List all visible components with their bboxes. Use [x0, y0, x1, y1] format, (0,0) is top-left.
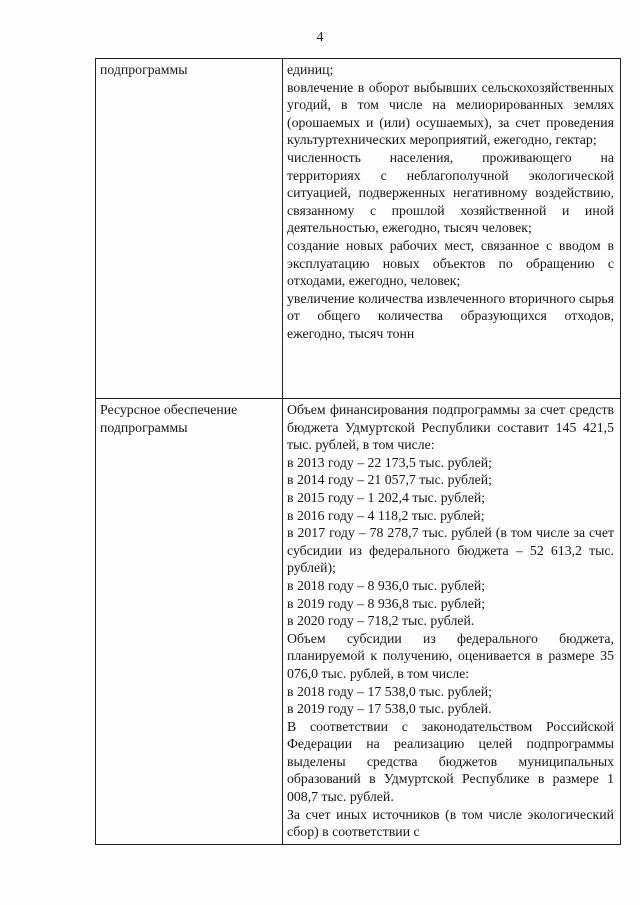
funding-item: в 2020 году – 718,2 тыс. рублей.: [287, 613, 475, 629]
row-content-cell: [283, 59, 621, 399]
funding-item: в 2018 году – 8 936,0 тыс. рублей;: [287, 577, 486, 593]
table-row-indicators: [96, 59, 621, 399]
row-label-cell: [96, 399, 283, 845]
funding-item: в 2015 году – 1 202,4 тыс. рублей;: [287, 489, 486, 505]
indicator-item: создание новых рабочих мест, связанное с вводом в эксплуатацию новых объектов по обращению с отходами, ежегодно, человек;: [287, 237, 614, 289]
funding-item: в 2017 году – 78 278,7 тыс. рублей (в том числе за счет субсидии из федерального бюджета – 52 613,2 тыс. рублей);: [287, 525, 614, 576]
funding-item: в 2019 году – 8 936,8 тыс. рублей;: [287, 595, 486, 611]
indicator-item: увеличение количества извлеченного вторичного сырья от общего количества образующихся отходов, ежегодно, тысяч тонн: [287, 290, 614, 341]
indicator-item: численность населения, проживающего на территориях с неблагополучной экологической ситуацией, подверженных негативному воздействию, связанному с прошлой хозяйственной и иной деятельностью, ежегодно, тысяч человек;: [287, 149, 614, 236]
row-content-cell: [283, 399, 621, 845]
funding-item: За счет иных источников (в том числе экологический сбор) в соответствии с: [287, 806, 614, 840]
program-passport-table: [95, 58, 621, 845]
funding-item: Объем субсидии из федерального бюджета, планируемой к получению, оценивается в размере 35 076,0 тыс. рублей, в том числе:: [287, 630, 614, 681]
indicator-item: единиц;: [287, 62, 334, 77]
funding-item: Объем финансирования подпрограммы за счет средств бюджета Удмуртской Республики составит 145 421,5 тыс. рублей, в том числе:: [287, 402, 614, 453]
table-row-resources: [96, 399, 621, 845]
funding-item: в 2013 году – 22 173,5 тыс. рублей;: [287, 454, 492, 470]
row-label-line: подпрограммы: [100, 419, 188, 435]
row-label-line: Ресурсное обеспечение: [100, 402, 238, 417]
row-label-cell: [96, 59, 283, 399]
page-number: 4: [316, 30, 324, 45]
funding-item: В соответствии с законодательством Российской Федерации на реализацию целей подпрограммы выделены средства бюджетов муниципальных образований в Удмуртской Республике в размере 1 008,7 тыс. рублей.: [287, 718, 614, 805]
funding-item: в 2019 году – 17 538,0 тыс. рублей.: [287, 701, 492, 717]
funding-item: в 2014 году – 21 057,7 тыс. рублей;: [287, 472, 492, 488]
funding-item: в 2016 году – 4 118,2 тыс. рублей;: [287, 507, 485, 523]
row-label-line: подпрограммы: [100, 62, 188, 77]
indicator-item: вовлечение в оборот выбывших сельскохозяйственных угодий, в том числе на мелиорированных землях (орошаемых и (или) осушаемых), за счет проведения культуртехнических мероприятий, ежегодно, гектар;: [287, 79, 614, 148]
funding-item: в 2018 году – 17 538,0 тыс. рублей;: [287, 683, 492, 699]
